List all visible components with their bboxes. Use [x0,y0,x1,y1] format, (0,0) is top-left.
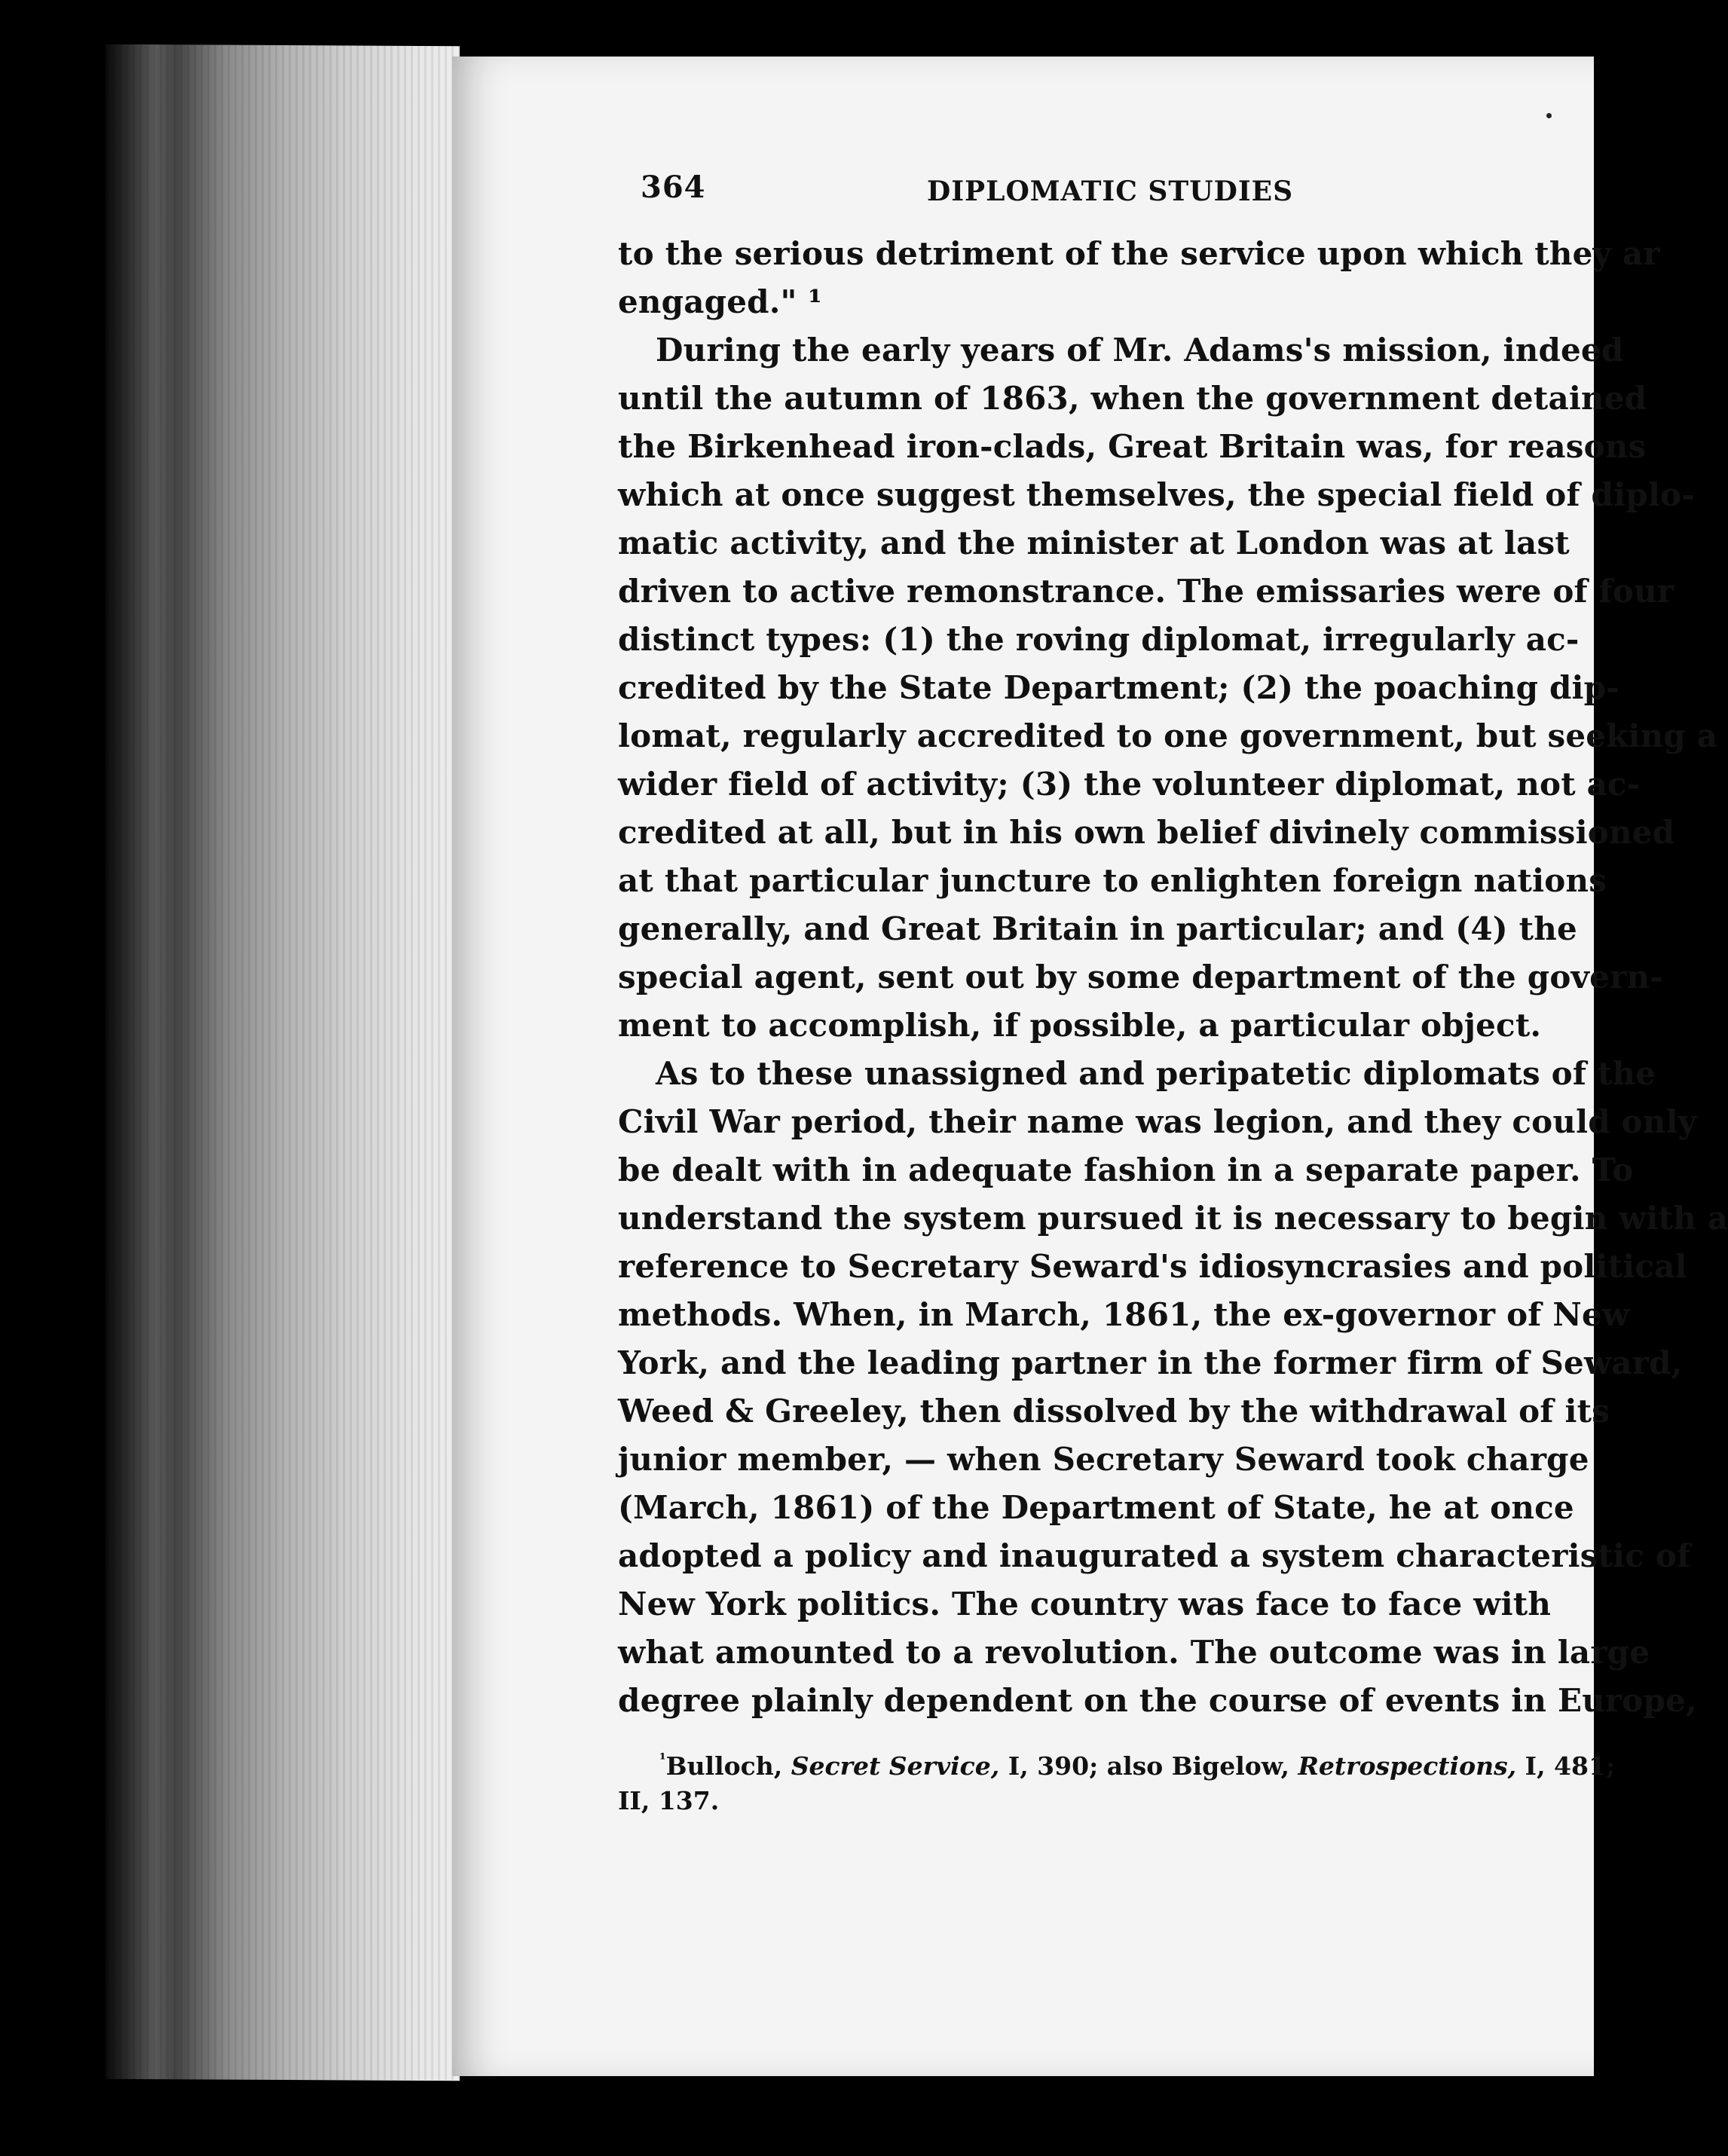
gutter-shading [106,45,460,2080]
text-line: York, and the leading partner in the former firm of Seward, [618,1344,1683,1381]
text-line: methods. When, in March, 1861, the ex-governor of New [618,1296,1630,1333]
text-line: to the serious detriment of the service upon which they ar [618,235,1660,272]
text-line: Weed & Greeley, then dissolved by the withdrawal of its [618,1393,1610,1430]
text-line: until the autumn of 1863, when the government detained [618,380,1647,417]
text-line: wider field of activity; (3) the volunteer diplomat, not ac- [618,766,1641,803]
paragraph-start-line: During the early years of Mr. Adams's mission, indeed [656,332,1624,369]
text-line: generally, and Great Britain in particular; and (4) the [618,910,1577,947]
text-line: credited at all, but in his own belief divinely commissioned [618,814,1675,851]
book-page [452,57,1728,2076]
text-line: at that particular juncture to enlighten foreign nations [618,862,1607,899]
text-line: reference to Secretary Seward's idiosyncrasies and political [618,1248,1687,1285]
text-line: driven to active remonstrance. The emissaries were of four [618,573,1674,610]
text-line: what amounted to a revolution. The outcome was in large [618,1634,1650,1671]
footnote-marker: ¹ [659,1750,666,1768]
text-line: credited by the State Department; (2) the poaching dip- [618,669,1619,706]
paragraph-start-line: As to these unassigned and peripatetic diplomats of the [656,1055,1656,1092]
text-line: distinct types: (1) the roving diplomat, irregularly ac- [618,621,1580,658]
text-line: lomat, regularly accredited to one government, but seeking a [618,717,1718,754]
text-line: ment to accomplish, if possible, a particular object. [618,1007,1542,1044]
footnote-line: II, 137. [618,1785,720,1815]
text-line: matic activity, and the minister at London was at last [618,524,1570,561]
footnotes [618,1742,1616,1818]
text-line: Civil War period, their name was legion, and they could only [618,1103,1697,1140]
running-title: DIPLOMATIC STUDIES [927,176,1294,207]
text-line: New York politics. The country was face to face with [618,1586,1552,1622]
footnote-title: Retrospections, [1298,1751,1517,1781]
speck-mark [1546,113,1552,118]
text-line: special agent, sent out by some department of the govern- [618,959,1663,995]
text-line: degree plainly dependent on the course of events in Europe, [618,1682,1697,1719]
text-line: (March, 1861) of the Department of State, he at once [618,1489,1574,1526]
text-line: be dealt with in adequate fashion in a separate paper. To [618,1151,1634,1188]
text-line: which at once suggest themselves, the special field of diplo- [618,476,1695,513]
footnote-author: Bulloch, [665,1751,783,1781]
text-line: understand the system pursued it is necessary to begin with a [618,1200,1728,1237]
body-text [618,230,1728,1725]
footnote-ref: I, 390; also Bigelow, [1008,1751,1289,1781]
footnote-ref: I, 481; [1525,1751,1616,1781]
text-line: adopted a policy and inaugurated a system characteristic of [618,1537,1691,1574]
page-content [618,170,1728,1818]
text-line: engaged." ¹ [618,283,823,320]
footnote-line [618,1742,1616,1784]
text-line: the Birkenhead iron-clads, Great Britain was, for reasons [618,428,1647,465]
running-head [618,170,1598,230]
text-line: junior member, — when Secretary Seward took charge [618,1441,1589,1478]
footnote-title: Secret Service, [791,1751,1000,1781]
page-number: 364 [641,170,706,205]
